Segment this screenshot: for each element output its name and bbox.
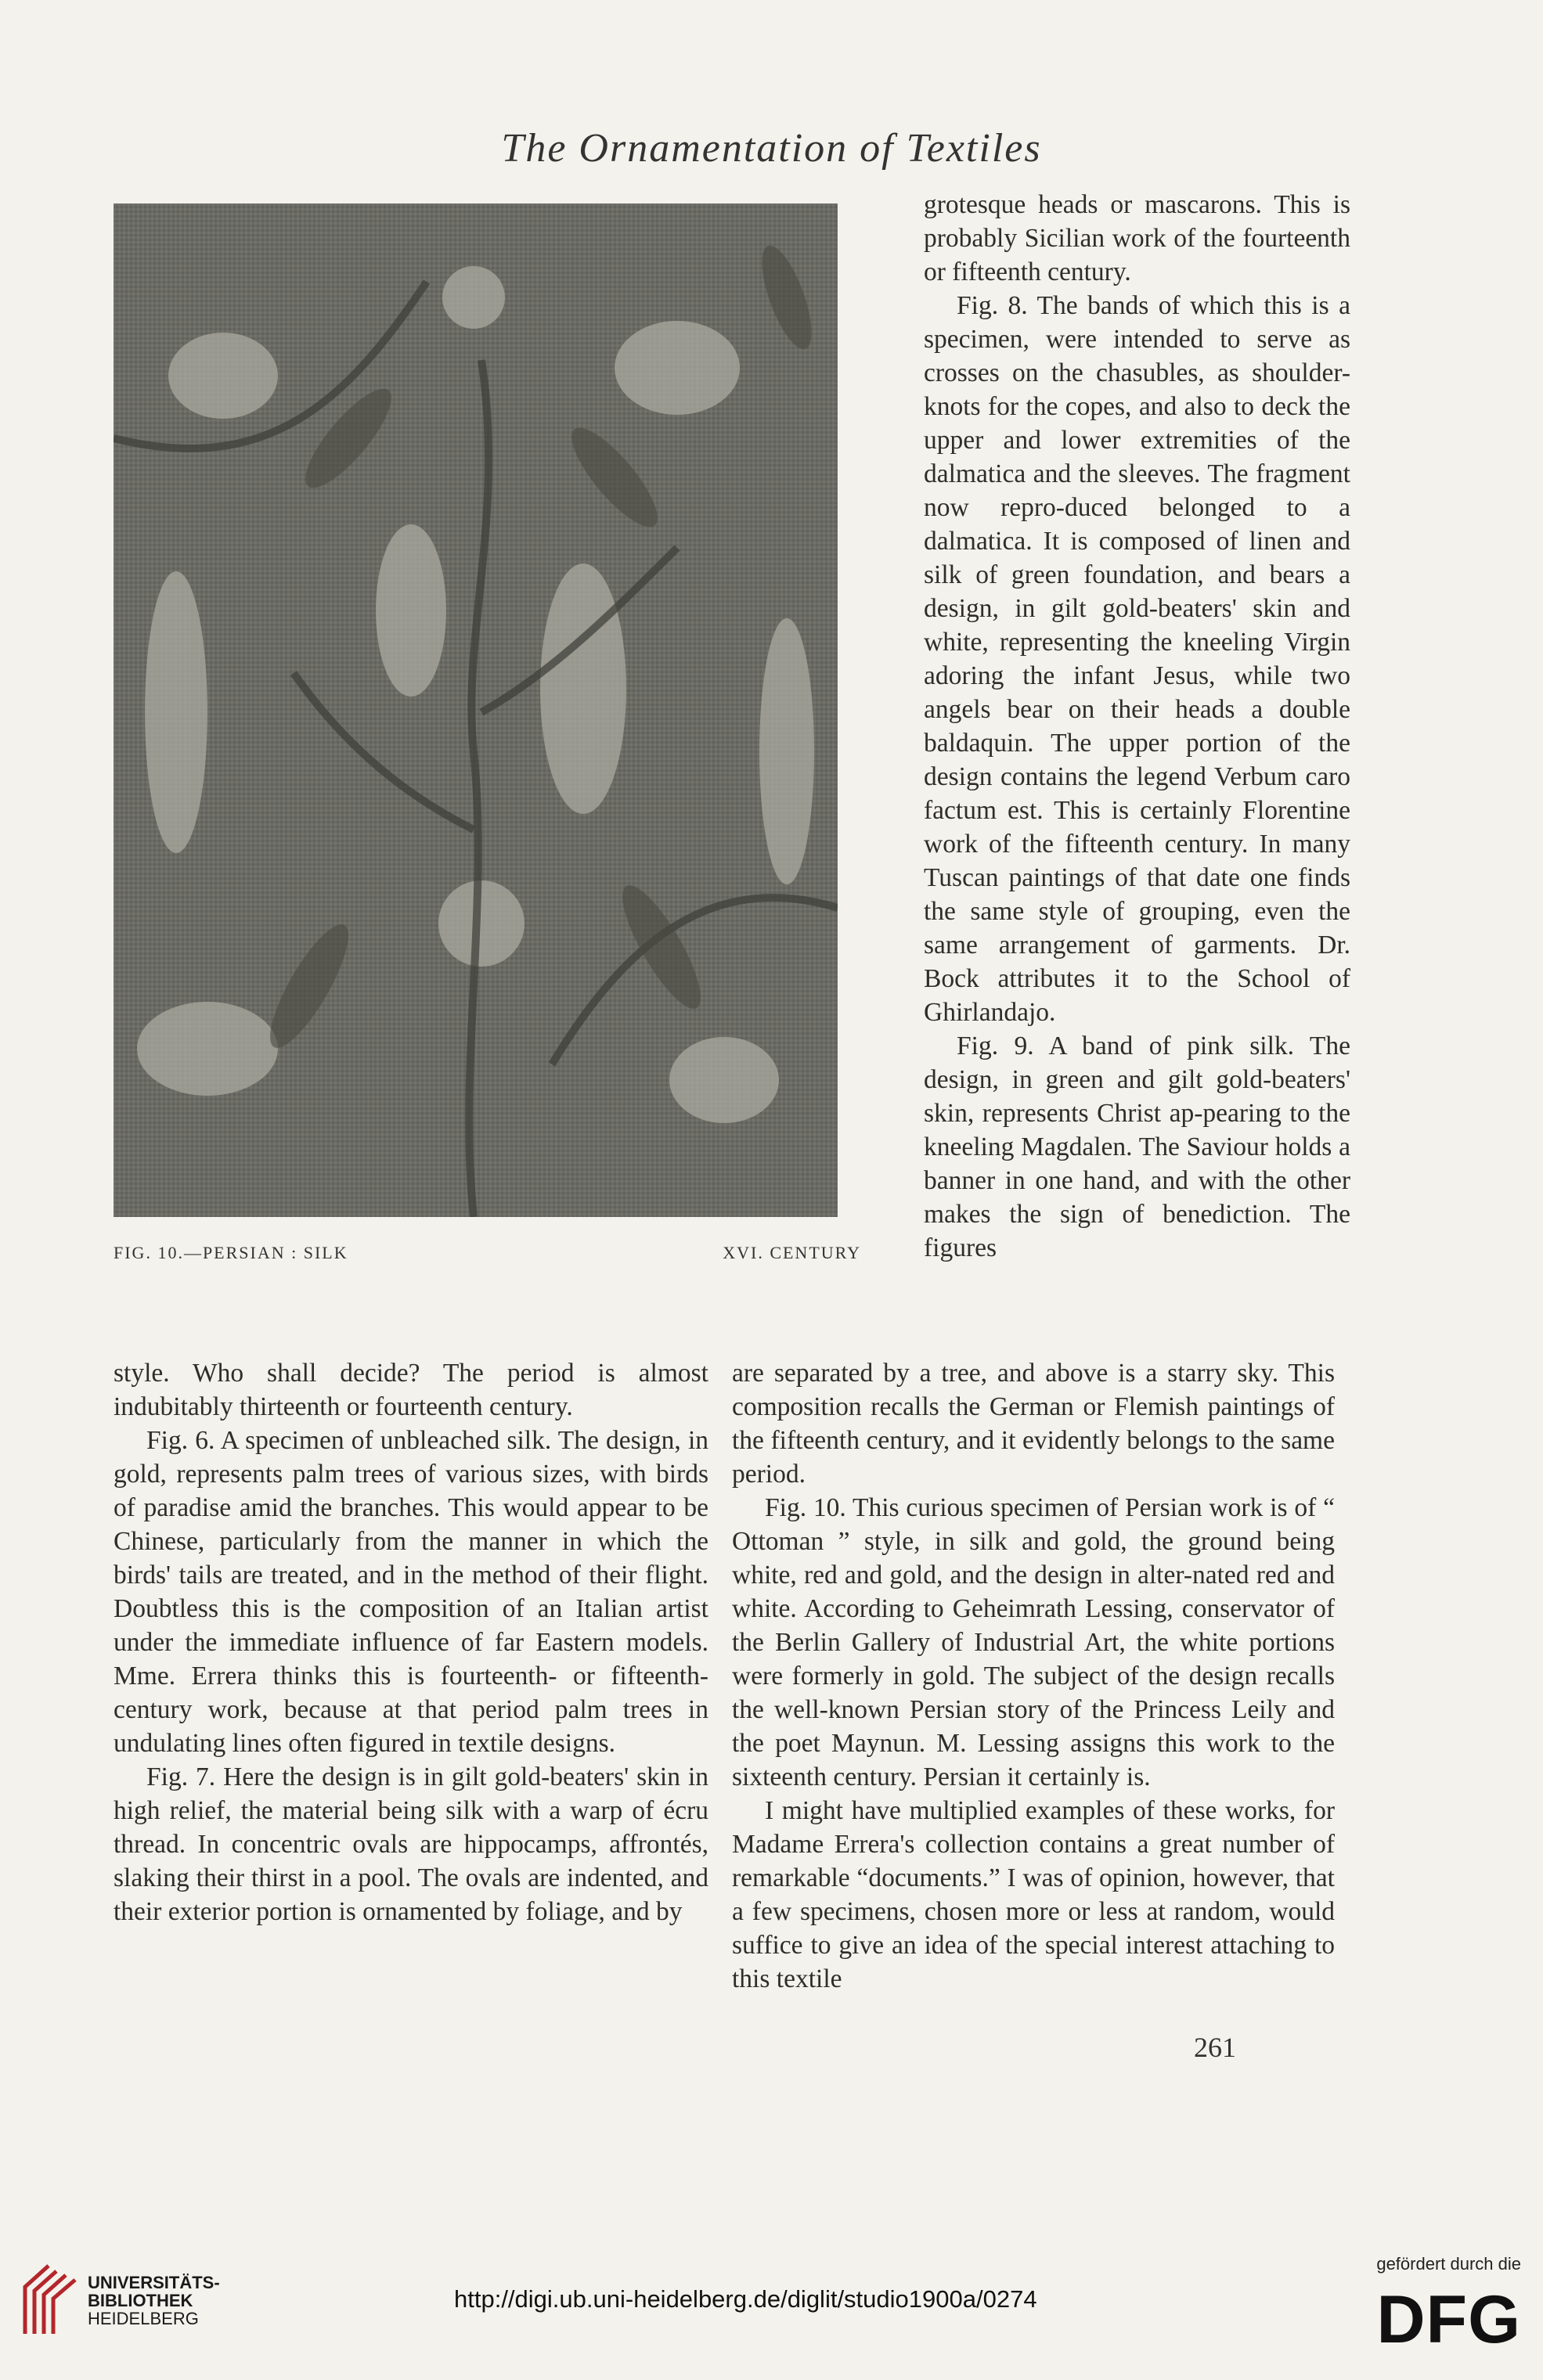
caption-date: XVI. CENTURY: [723, 1243, 861, 1262]
paragraph-fig-8: Fig. 8. The bands of which this is a specimen, were intended to serve as crosses on the chasubles, as shoulder-knots for the copes, and also to deck the upper and lower extremities of the dalmatica and the sleeves. The fragment now repro-duced belonged to a dalmatica. It is composed of linen and silk of green foundation, and bears a design, in gilt gold-beaters' skin and white, representing the kneeling Virgin adoring the infant Jesus, while two angels bear on their heads a double baldaquin. The upper portion of the design contains the legend Verbum caro factum est. This is certainly Florentine work of the fifteenth century. In many Tuscan paintings of that date one finds the same style of grouping, even the same arrangement of garments. Dr. Bock attributes it to the School of Ghirlandajo.: [924, 291, 1350, 1027]
paragraph: grotesque heads or mascarons. This is probably Sicilian work of the fourteenth or fifteenth century.: [924, 190, 1350, 286]
right-column: [732, 1356, 1335, 1996]
figure-caption: [114, 1243, 861, 1266]
paragraph-fig-6: Fig. 6. A specimen of unbleached silk. The design, in gold, represents palm trees of various sizes, with birds of paradise amid the branches. This would appear to be Chinese, particularly from the manner in which the birds' tails are treated, and in the method of their flight. Doubtless this is the composition of an Italian artist under the immediate influence of far Eastern models. Mme. Errera thinks this is fourteenth- or fifteenth-century work, because at that period palm trees in undulating lines often figured in textile designs.: [114, 1426, 708, 1758]
textile-plate-image: [114, 203, 838, 1217]
left-column: [114, 1356, 708, 1928]
library-logo-icon: [17, 2259, 78, 2338]
paragraph-fig-10: Fig. 10. This curious specimen of Persian work is of “ Ottoman ” style, in silk and gold, the ground being white, red and gold, and the design in alter-nated red and white. According to Geheimrath Lessing, conservator of the Berlin Gallery of Industrial Art, the white portions were formerly in gold. The subject of the design recalls the well-known Persian story of the Princess Leily and the poet Maynun. M. Lessing assigns this work to the sixteenth century. Persian it certainly is.: [732, 1493, 1335, 1791]
paragraph-conclusion: I might have multiplied examples of these works, for Madame Errera's collection contains a great number of remarkable “documents.” I was of opinion, however, that a few specimens, chosen more or less at random, would suffice to give an idea of the special interest attaching to this textile: [732, 1796, 1335, 1993]
paragraph-fig-7: Fig. 7. Here the design is in gilt gold-beaters' skin in high relief, the material being silk with a warp of écru thread. In concentric ovals are hippocamps, affrontés, slaking their thirst in a pool. The ovals are indented, and their exterior portion is ornamented by foliage, and by: [114, 1762, 708, 1926]
caption-title: FIG. 10.—PERSIAN : SILK: [114, 1243, 348, 1262]
running-head: The Ornamentation of Textiles: [501, 126, 1042, 171]
paragraph: style. Who shall decide? The period is almost indubitably thirteenth or fourteenth century.: [114, 1359, 708, 1421]
footer: [0, 2242, 1543, 2380]
paragraph: are separated by a tree, and above is a starry sky. This composition recalls the German or Flemish paintings of the fifteenth century, and it evidently belongs to the same period.: [732, 1359, 1335, 1489]
right-narrow-column: [924, 188, 1350, 1265]
page-number: 261: [1194, 2032, 1236, 2063]
dfg-logo: DFG: [1376, 2282, 1521, 2357]
paragraph-fig-9: Fig. 9. A band of pink silk. The design, in green and gilt gold-beaters' skin, represents Christ ap-pearing to the kneeling Magdalen. The Saviour holds a banner in one hand, and with the other makes the sign of benediction. The figures: [924, 1032, 1350, 1262]
source-url-link[interactable]: http://digi.ub.uni-heidelberg.de/diglit/studio1900a/0274: [454, 2285, 1037, 2313]
funding-note: gefördert durch die: [1376, 2254, 1521, 2274]
library-name: UNIVERSITÄTS- BIBLIOTHEK HEIDELBERG: [88, 2273, 220, 2328]
